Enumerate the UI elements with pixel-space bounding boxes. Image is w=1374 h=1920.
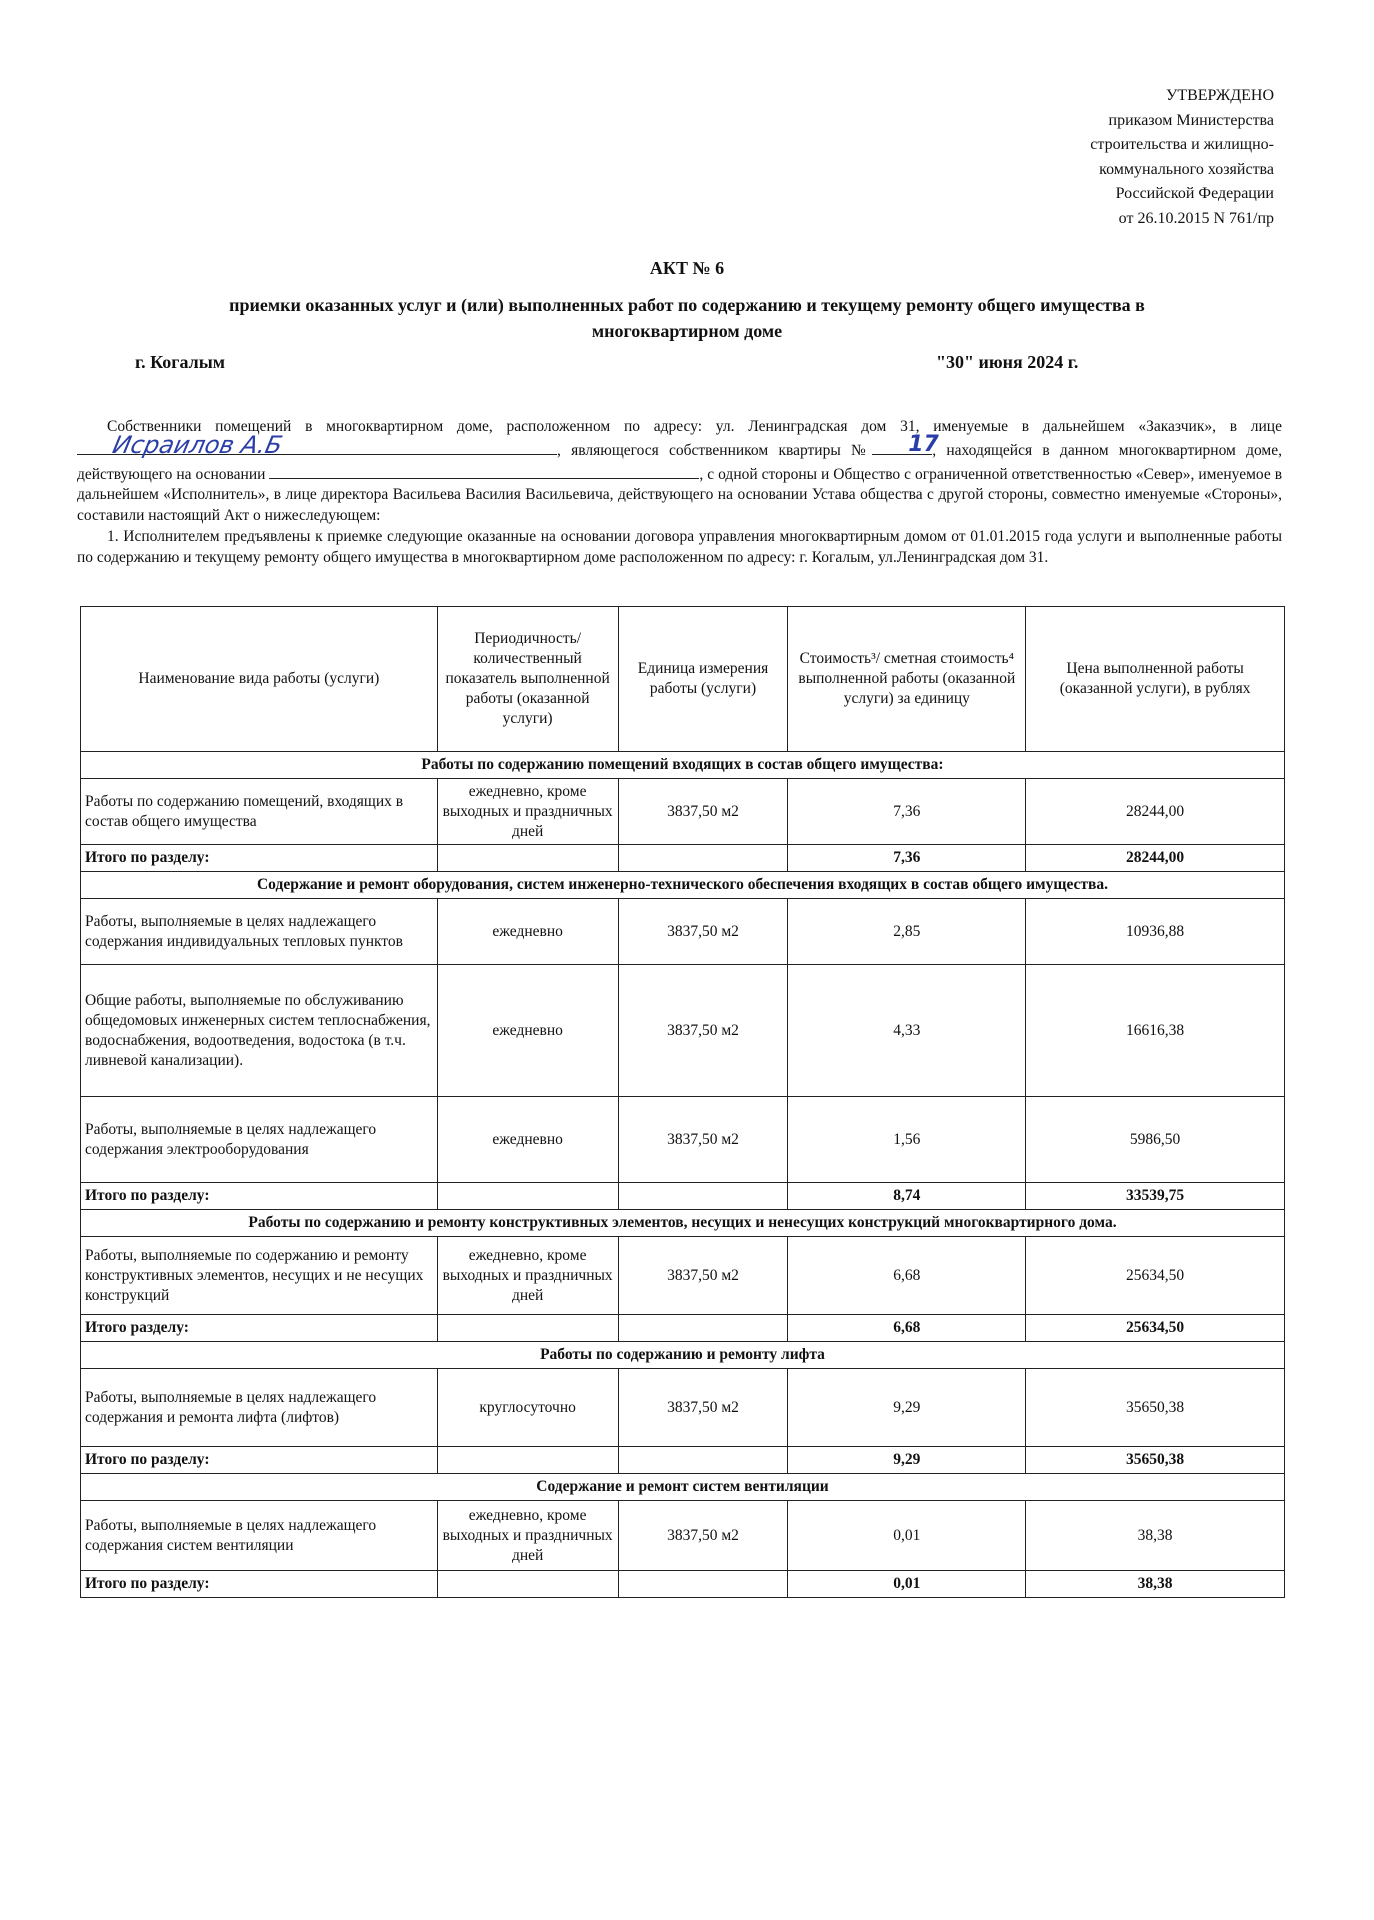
section-total-row <box>81 1183 1285 1210</box>
header-unit: Единица измерения работы (услуги) <box>618 607 788 752</box>
document-subtitle: приемки оказанных услуг и (или) выполненных работ по содержанию и текущему ремонту общего имущества в многоквартирном доме <box>229 295 1145 341</box>
table-header-row <box>81 607 1285 752</box>
total-cost: 7,36 <box>788 845 1026 872</box>
total-label: Итого разделу: <box>81 1315 438 1342</box>
cell-unit: 3837,50 м2 <box>618 899 788 965</box>
table-row <box>81 1369 1285 1447</box>
total-label: Итого по разделу: <box>81 1447 438 1474</box>
section-title: Содержание и ремонт оборудования, систем инженерно-технического обеспечения входящих в состав общего имущества. <box>81 872 1285 899</box>
total-price: 25634,50 <box>1026 1315 1285 1342</box>
cell-cost: 7,36 <box>788 779 1026 845</box>
handwritten-apartment: 17 <box>908 432 939 457</box>
total-price: 28244,00 <box>1026 845 1285 872</box>
cell-period: ежедневно <box>437 1097 618 1183</box>
approval-line: УТВЕРЖДЕНО <box>1165 87 1274 104</box>
cell-cost: 6,68 <box>788 1237 1026 1315</box>
total-label: Итого по разделу: <box>81 1183 438 1210</box>
cell-name: Общие работы, выполняемые по обслуживанию общедомовых инженерных систем теплоснабжения, водоснабжения, водоотведения, водостока (в т.ч. ливневой канализации). <box>81 965 438 1097</box>
section-title: Работы по содержанию и ремонту лифта <box>81 1342 1285 1369</box>
apartment-number-field <box>872 432 939 457</box>
cell-name: Работы по содержанию помещений, входящих в состав общего имущества <box>81 779 438 845</box>
header-price: Цена выполненной работы (оказанной услуги), в рублях <box>1026 607 1285 752</box>
approval-line: приказом Министерства <box>1108 111 1274 129</box>
intro-paragraph-2: 1. Исполнителем предъявлены к приемке следующие оказанные на основании договора управления многоквартирным домом от 01.01.2015 года услуги и выполненные работы по содержанию и текущему ремонту общего имущества в многоквартирном доме расположенном по адресу: г. Когалым, ул.Ленинградская дом 31. <box>77 527 1282 566</box>
table-row <box>81 899 1285 965</box>
cell-unit: 3837,50 м2 <box>618 1369 788 1447</box>
cell-unit: 3837,50 м2 <box>618 1501 788 1571</box>
intro-text-part: , являющегося собственником квартиры № <box>557 441 873 459</box>
representative-name-field <box>77 431 557 459</box>
cell-cost: 1,56 <box>788 1097 1026 1183</box>
cell-name: Работы, выполняемые в целях надлежащего содержания систем вентиляции <box>81 1501 438 1571</box>
cell-period: ежедневно, кроме выходных и праздничных дней <box>437 1237 618 1315</box>
cell-unit: 3837,50 м2 <box>618 1097 788 1183</box>
total-cost: 0,01 <box>788 1571 1026 1598</box>
header-work-name: Наименование вида работы (услуги) <box>81 607 438 752</box>
cell-period: круглосуточно <box>437 1369 618 1447</box>
approval-stamp <box>974 84 1274 231</box>
approval-line: Российской Федерации <box>1115 185 1274 202</box>
works-table <box>80 606 1285 1598</box>
cell-price: 16616,38 <box>1026 965 1285 1097</box>
cell-unit: 3837,50 м2 <box>618 1237 788 1315</box>
intro-text <box>77 417 1282 569</box>
cell-cost: 4,33 <box>788 965 1026 1097</box>
header-periodicity: Периодичность/ количественный показатель выполненной работы (оказанной услуги) <box>437 607 618 752</box>
document-city: г. Когалым <box>135 352 226 372</box>
total-cost: 8,74 <box>788 1183 1026 1210</box>
cell-unit: 3837,50 м2 <box>618 779 788 845</box>
section-total-row <box>81 1447 1285 1474</box>
cell-price: 28244,00 <box>1026 779 1285 845</box>
intro-text-part: , находящейся в данном многоквартирном доме, действующего на основании <box>77 441 1282 483</box>
intro-paragraph-1 <box>77 417 1282 527</box>
table-row <box>81 1097 1285 1183</box>
approval-line: от 26.10.2015 N 761/пр <box>1118 209 1274 227</box>
cell-period: ежедневно <box>437 899 618 965</box>
basis-field <box>269 462 699 479</box>
document-date: "30" июня 2024 г. <box>936 352 1079 372</box>
cell-period: ежедневно <box>437 965 618 1097</box>
table-row <box>81 1501 1285 1571</box>
total-price: 33539,75 <box>1026 1183 1285 1210</box>
total-label: Итого по разделу: <box>81 1571 438 1598</box>
total-price: 38,38 <box>1026 1571 1285 1598</box>
section-row <box>81 1342 1285 1369</box>
cell-name: Работы, выполняемые в целях надлежащего содержания индивидуальных тепловых пунктов <box>81 899 438 965</box>
total-cost: 9,29 <box>788 1447 1026 1474</box>
cell-price: 10936,88 <box>1026 899 1285 965</box>
total-price: 35650,38 <box>1026 1447 1285 1474</box>
cell-cost: 9,29 <box>788 1369 1026 1447</box>
header-cost-per-unit: Стоимость³/ сметная стоимость⁴ выполненной работы (оказанной услуги) за единицу <box>788 607 1026 752</box>
total-cost: 6,68 <box>788 1315 1026 1342</box>
cell-name: Работы, выполняемые в целях надлежащего содержания электрооборудования <box>81 1097 438 1183</box>
section-title: Работы по содержанию помещений входящих в состав общего имущества: <box>81 752 1285 779</box>
handwritten-name: Исраилов А.Б <box>110 431 286 459</box>
document-title: АКТ № 6 <box>649 258 725 278</box>
cell-name: Работы, выполняемые в целях надлежащего содержания и ремонта лифта (лифтов) <box>81 1369 438 1447</box>
total-label: Итого по разделу: <box>81 845 438 872</box>
section-row <box>81 1210 1285 1237</box>
cell-period: ежедневно, кроме выходных и праздничных дней <box>437 779 618 845</box>
table-row <box>81 779 1285 845</box>
cell-price: 35650,38 <box>1026 1369 1285 1447</box>
section-row <box>81 1474 1285 1501</box>
cell-price: 5986,50 <box>1026 1097 1285 1183</box>
approval-line: строительства и жилищно- <box>1090 136 1274 153</box>
cell-period: ежедневно, кроме выходных и праздничных дней <box>437 1501 618 1571</box>
cell-cost: 0,01 <box>788 1501 1026 1571</box>
section-title: Работы по содержанию и ремонту конструктивных элементов, несущих и ненесущих конструкций многоквартирного дома. <box>81 1210 1285 1237</box>
section-total-row <box>81 845 1285 872</box>
table-row <box>81 965 1285 1097</box>
section-title: Содержание и ремонт систем вентиляции <box>81 1474 1285 1501</box>
cell-cost: 2,85 <box>788 899 1026 965</box>
section-row <box>81 872 1285 899</box>
cell-price: 38,38 <box>1026 1501 1285 1571</box>
table-row <box>81 1237 1285 1315</box>
section-total-row <box>81 1571 1285 1598</box>
cell-price: 25634,50 <box>1026 1237 1285 1315</box>
cell-unit: 3837,50 м2 <box>618 965 788 1097</box>
approval-line: коммунального хозяйства <box>1099 160 1274 178</box>
cell-name: Работы, выполняемые по содержанию и ремонту конструктивных элементов, несущих и не несущих конструкций <box>81 1237 438 1315</box>
section-row <box>81 752 1285 779</box>
intro-text-part: Собственники помещений в многоквартирном доме, расположенном по адресу: ул. Ленинградская дом 31, именуемые в дальнейшем «Заказчик», в лице <box>107 418 1282 435</box>
intro-text-part: , с одной стороны и Общество с ограниченной ответственностью «Север», именуемое в дальнейшем «Исполнитель», в лице директора Васильева Василия Васильевича, действующего на основании Устава общества с другой стороны, совместно именуемые «Стороны», составили настоящий Акт о нижеследующем: <box>77 465 1283 525</box>
section-total-row <box>81 1315 1285 1342</box>
